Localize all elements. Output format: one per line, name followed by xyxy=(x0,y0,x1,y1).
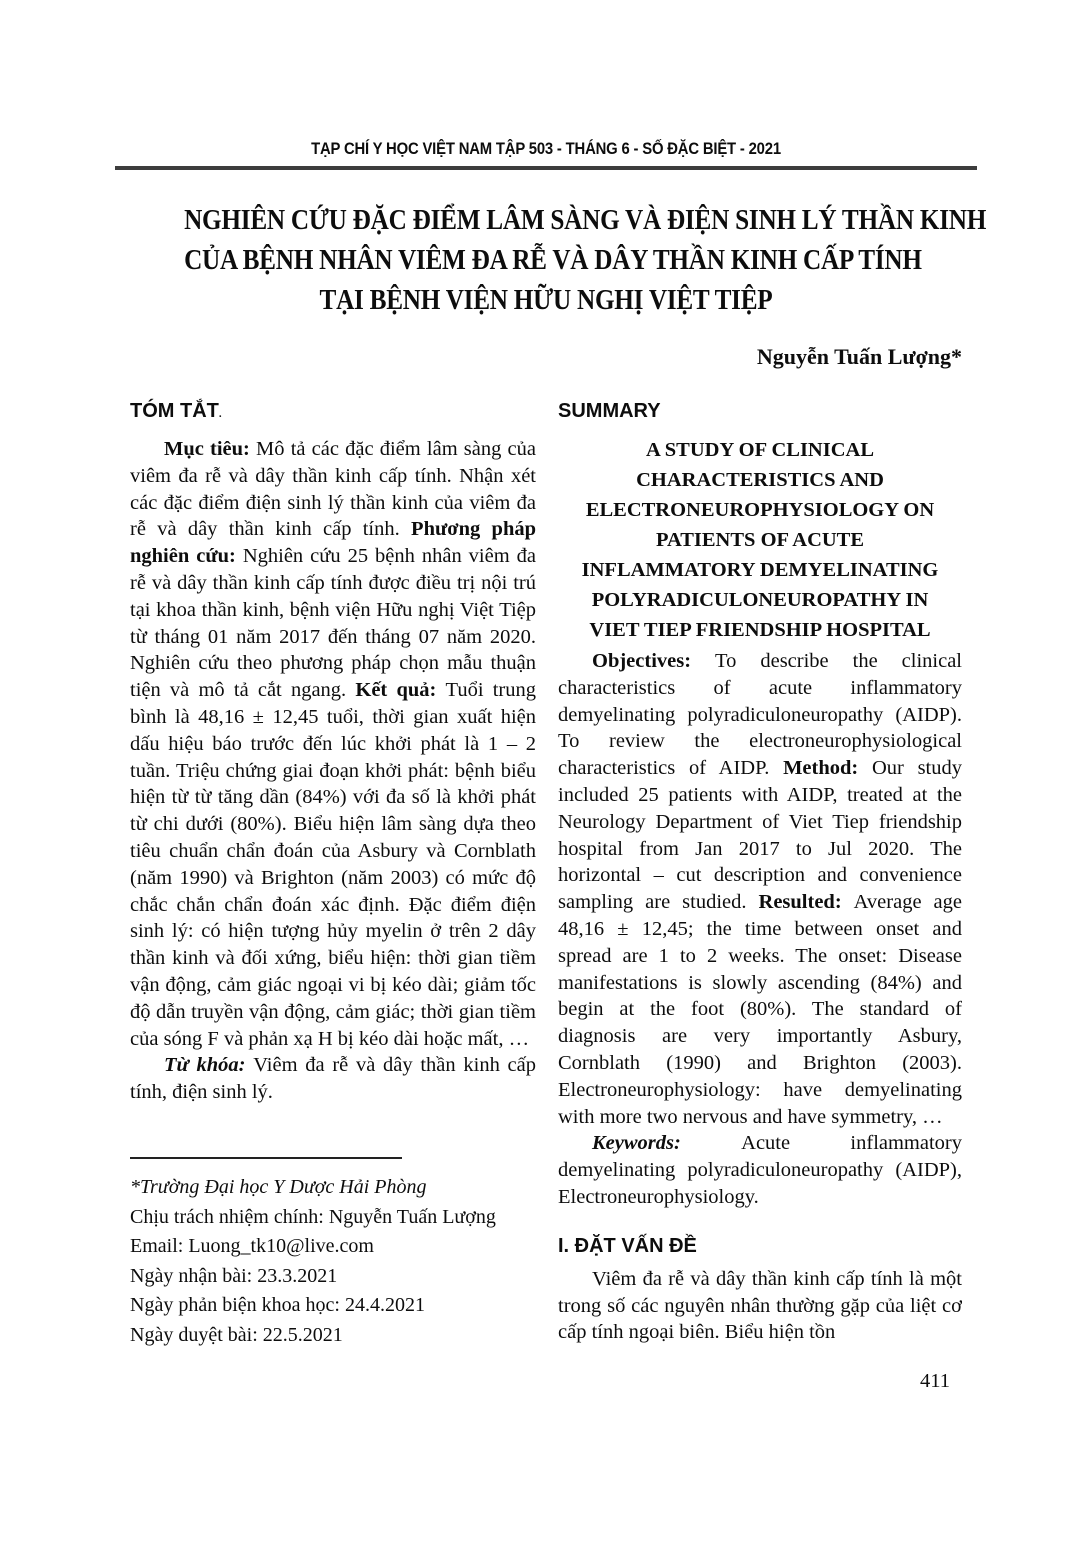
page-number: 411 xyxy=(920,1370,950,1392)
running-head xyxy=(130,140,962,159)
text-line: Ngày nhận bài: 23.3.2021 xyxy=(130,1264,338,1287)
text-segment: Phương pháp nghiên cứu: xyxy=(130,518,536,568)
vi-abstract-body xyxy=(130,436,536,1052)
vi-abstract-heading: TÓM TẮT. xyxy=(130,400,222,422)
article-title-line: TẠI BỆNH VIỆN HỮU NGHỊ VIỆT TIỆP xyxy=(319,284,773,316)
footnote-lines xyxy=(130,1173,536,1350)
text-segment: Kết quả: xyxy=(355,679,446,702)
text-line: *Trường Đại học Y Dược Hải Phòng xyxy=(130,1176,427,1198)
text-line: PATIENTS OF ACUTE xyxy=(655,529,865,551)
article-title xyxy=(130,200,987,320)
text-segment: Từ khóa: xyxy=(164,1054,254,1077)
text-line: CHARACTERISTICS AND xyxy=(636,469,884,491)
text-segment: To describe the clinical characteristics of acute inflammatory demyelinating polyradiculoneuropathy (AIDP). To review the electroneurophysiological characteristics of AIDP. xyxy=(558,650,962,780)
intro-section-heading: I. ĐẶT VẤN ĐỀ xyxy=(558,1234,697,1257)
text-segment: Average age 48,16 ± 12,45; the time between onset and spread are 1 to 2 weeks. The onset: Disease manifestations is slowly ascending (84%) and begin at the foot (80%). The standard of diagnosis are very importantly Asbury, Cornblath (1990) and Brighton (2003). Electroneurophysiology: have demyelinating with more two nervous and have symmetry, … xyxy=(558,891,962,1128)
text-line: Email: Luong_tk10@live.com xyxy=(130,1235,374,1257)
text-segment: Objectives: xyxy=(592,650,716,672)
vi-keywords xyxy=(130,1052,536,1106)
text-segment: Mục tiêu: xyxy=(164,438,257,460)
footnote-block xyxy=(130,1157,536,1350)
footnote-divider xyxy=(130,1157,402,1159)
two-column-layout xyxy=(130,398,962,1350)
article-title-line: NGHIÊN CỨU ĐẶC ĐIỂM LÂM SÀNG VÀ ĐIỆN SINH LÝ THẦN KINH xyxy=(184,204,987,236)
heading-trailing-dot: . xyxy=(218,408,222,420)
text-line: POLYRADICULONEUROPATHY IN xyxy=(591,589,929,611)
en-keywords xyxy=(558,1130,962,1210)
text-line: INFLAMMATORY DEMYELINATING xyxy=(581,559,939,581)
intro-paragraph: Viêm đa rễ và dây thần kinh cấp tính là một trong số các nguyên nhân thường gặp của liệt cơ cấp tính ngoại biên. Biểu hiện tồn xyxy=(558,1267,962,1344)
en-article-title xyxy=(558,435,962,645)
text-segment: Our study included 25 patients with AIDP, treated at the Neurology Department of Viet Tiep friendship hospital from Jan 2017 to Jul 2020. The horizontal – cut description and convenience sampling are studied. xyxy=(558,757,962,914)
text-segment: Nghiên cứu 25 bệnh nhân viêm đa rễ và dây thần kinh cấp tính được điều trị nội trú tại khoa thần kinh, bệnh viện Hữu nghị Việt Tiệp từ tháng 01 năm 2017 đến tháng 07 năm 2020. Nghiên cứu theo phương pháp chọn mẫu thuận tiện và mô tả cắt ngang. xyxy=(130,545,536,702)
text-segment: Keywords: xyxy=(592,1132,742,1155)
text-line: ELECTRONEUROPHYSIOLOGY ON xyxy=(585,499,935,521)
en-abstract-body xyxy=(558,648,962,1130)
text-segment: Resulted: xyxy=(758,891,854,914)
author-line: Nguyễn Tuấn Lượng* xyxy=(756,344,962,369)
text-line: A STUDY OF CLINICAL xyxy=(645,439,874,461)
text-segment: Mô tả các đặc điểm lâm sàng của viêm đa rễ và dây thần kinh cấp tính. Nhận xét các đặc điểm điện sinh lý thần kinh của viêm đa rễ và dây thần kinh cấp tính. xyxy=(130,438,536,541)
header-rule xyxy=(115,166,977,170)
text-line: Ngày duyệt bài: 22.5.2021 xyxy=(130,1323,343,1346)
text-segment: Tuổi trung bình là 48,16 ± 12,45 tuổi, thời gian xuất hiện dấu hiệu báo trước đến lúc khởi phát là 1 – 2 tuần. Triệu chứng giai đoạn khởi phát: bệnh biểu hiện từ từ tăng dần (84%) với đa số là khởi phát từ chi dưới (80%). Biểu hiện lâm sàng dựa theo tiêu chuẩn chẩn đoán của Asbury và Cornblath (năm 1990) và Brighton (năm 2003) có mức độ chắc chắn chẩn đoán xác định. Đặc điểm điện sinh lý: có hiện tượng hủy myelin ở trên 2 dây thần kinh và đối xứng, biểu hiện: thời gian tiềm vận động, cảm giác ngoại vi bị kéo dài; giảm tốc độ dẫn truyền vận động, cảm giác; thời gian tiềm của sóng F và phản xạ H bị kéo dài hoặc mất, … xyxy=(130,679,536,1050)
text-line: Ngày phản biện khoa học: 24.4.2021 xyxy=(130,1294,425,1316)
column-right xyxy=(558,398,962,1350)
text-line: Chịu trách nhiệm chính: Nguyễn Tuấn Lượng xyxy=(130,1205,496,1228)
column-left xyxy=(130,398,536,1350)
article-title-line: CỦA BỆNH NHÂN VIÊM ĐA RỄ VÀ DÂY THẦN KINH CẤP TÍNH xyxy=(184,244,922,276)
text-line: VIET TIEP FRIENDSHIP HOSPITAL xyxy=(589,619,931,641)
text-segment: Viêm đa rễ và dây thần kinh cấp tính, điện sinh lý. xyxy=(130,1054,536,1104)
text-segment: Acute inflammatory demyelinating polyradiculoneuropathy (AIDP), Electroneurophysiology. xyxy=(558,1132,962,1208)
text-segment: Method: xyxy=(783,757,872,780)
en-summary-heading: SUMMARY xyxy=(558,400,661,422)
journal-header-text: TẠP CHÍ Y HỌC VIỆT NAM TẬP 503 - THÁNG 6 - SỐ ĐẶC BIỆT - 2021 xyxy=(311,140,781,158)
